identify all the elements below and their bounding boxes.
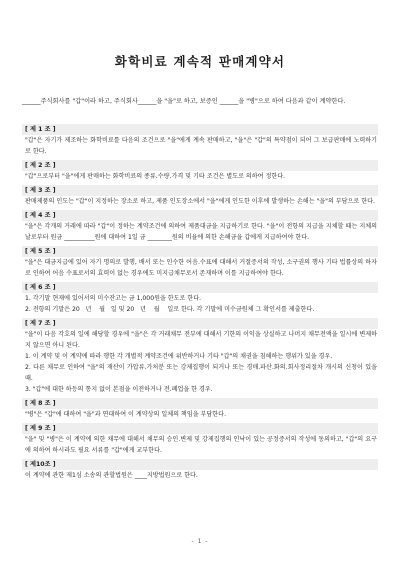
article-body: "을" 및 "병"은 이 계약에 의한 채무에 대해서 채무의 승인.변제 및 강제집행의 인낙이 있는 공정증서의 작성에 동의하고, "갑"의 요구에 의하여 하시라도 필요 서류를 "갑"에게 교부한다.: [25, 436, 377, 454]
article-7: [22, 318, 378, 395]
article-heading: [ 제 3 조 ]: [22, 185, 378, 196]
article-body: 판매제품의 인도는 "갑"이 지정하는 장소로 하고, 제품 인도장소에서 "을"에게 인도한 이후에 발생하는 손해는 "을"의 부담으로 한다.: [25, 198, 375, 205]
article-5: [22, 246, 378, 279]
article-list: [22, 124, 378, 484]
article-body: 1. 각기말 현재에 있어서의 미수잔고는 금 1,000원을 한도로 한다. 2. 전항의 기말은 20 년 월 일 및 20 년 월 일로 한다. 각 기말에 미수금원체 그 확인서를 제출한다.: [25, 295, 315, 313]
article-2: [22, 160, 378, 182]
article-heading: [ 제 5 조 ]: [22, 246, 378, 257]
article-heading: [ 제 2 조 ]: [22, 160, 378, 171]
article-heading: [ 제10조 ]: [22, 459, 378, 470]
article-heading: [ 제 8 조 ]: [22, 398, 378, 409]
article-4: [22, 210, 378, 243]
article-1: [22, 124, 378, 157]
article-heading: [ 제 6 조 ]: [22, 282, 378, 293]
article-8: [22, 398, 378, 420]
article-10: [22, 459, 378, 481]
article-heading: [ 제 1 조 ]: [22, 124, 378, 135]
article-body: "을"이 다음 각호의 일에 해당할 경우에 "을"은 각 거래채무 전부에 대해서 기한의 이익을 상실하고 나머지 채무전액을 일시에 변제하지 않으면 아니 된다. 1. 이 계약 및 이 계약에 따라 행한 각 개별적 계약조건에 위반하거나 기타 "갑"의 채권을 침해하는 행위가 있을 경우. 2. 다른 채무로 인하여 "을"의 재산이 가압류.가처분 또는 강제집행이 되거나 또는 경매.파산.화의.회사정리절차 개시의 신청이 있을 때. 3. "갑"에 대한 하등의 통지 없이 본점을 이전하거나 전.폐업을 한 경우.: [25, 331, 377, 393]
article-body: "갑"은 자기가 제조하는 화학비료를 다음의 조건으로 "을"에게 계속 판매하고, "을"은 "갑"의 특약점이 되어 그 보급판매에 노력하기로 한다.: [25, 137, 377, 155]
article-body: "을"은 각개의 거래에 따라 "갑"이 정하는 계약조건에 의하여 제품대금을 지급하기로 한다. "을"이 전항의 지급을 지체할 때는 지체의 날로부터 원금 __________원에 대하여 1일 금 ________원의 비율에 의한 손해금을 갑에게 지급하여야 한다.: [25, 223, 379, 241]
article-body: "을"은 대금지급에 있어 자기 명의로 발행, 배서 또는 인수한 어음.수표에 대해서 거절증서의 작성, 소구권의 행사 기타 법률상의 하자로 인하여 어음 수표로서의 효력이 없는 경우에도 미지급채무로서 존재하며 이를 지급하여야 한다.: [25, 259, 377, 277]
article-3: [22, 185, 378, 207]
article-body: "갑"으로부터 "을"에게 판매하는 화학비료의 종류.수량.가격 및 기타 조건은 별도로 의하여 정한다.: [25, 173, 286, 180]
article-heading: [ 제 4 조 ]: [22, 210, 378, 221]
article-9: [22, 423, 378, 456]
intro-paragraph: ______주식회사를 "갑"이라 하고, 주식회사______을 "을"로 하고, 보증인 ______을 "병"으로 하여 다음과 같이 계약한다.: [22, 98, 346, 105]
article-body: 이 계약에 관한 제1심 소송의 관할법원은 ____지방법원으로 한다.: [25, 472, 198, 479]
article-heading: [ 제 9 조 ]: [22, 423, 378, 434]
page-title: 화학비료 계속적 판매계약서: [114, 54, 286, 69]
article-heading: [ 제 7 조 ]: [22, 318, 378, 329]
article-body: "병"은 "갑"에 대하여 "을"과 연대하여 이 계약상의 일체의 책임을 부담한다.: [25, 411, 227, 418]
article-6: [22, 282, 378, 315]
page-number: - 1 -: [191, 538, 209, 545]
